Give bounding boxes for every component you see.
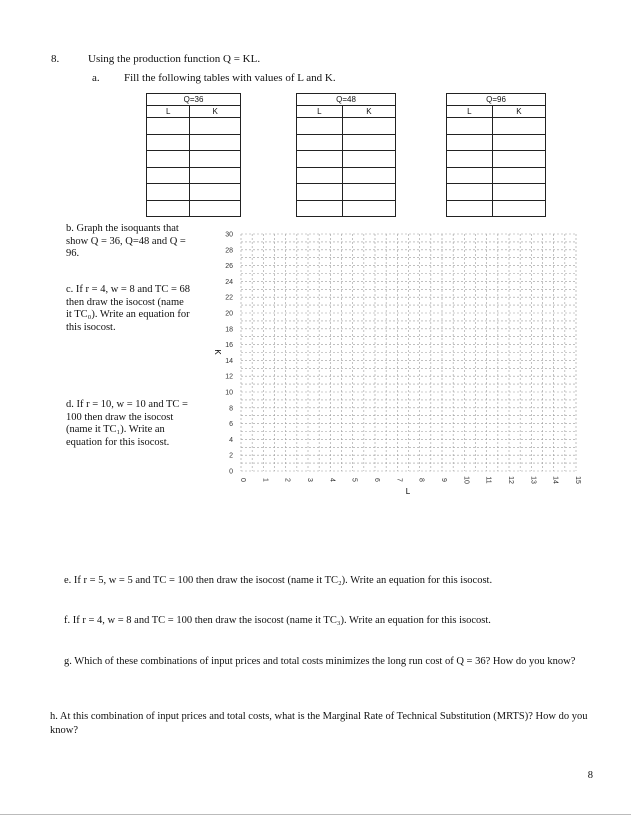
table-cell[interactable] xyxy=(297,134,343,151)
table-cell[interactable] xyxy=(492,184,545,201)
part-e-text: e. If r = 5, w = 5 and TC = 100 then draw the isocost (name it TC₂). Write an equation for this isocost. xyxy=(64,575,493,586)
y-tick-label: 10 xyxy=(225,389,233,397)
y-tick-label: 6 xyxy=(229,421,233,429)
table-cell[interactable] xyxy=(492,167,545,184)
part-g-text: g. Which of these combinations of input prices and total costs minimizes the long run cost of Q = 36? How do you know? xyxy=(64,656,576,667)
part-b-text: b. Graph the isoquants that show Q = 36, Q=48 and Q = 96. xyxy=(66,223,186,259)
y-tick-label: 18 xyxy=(225,326,233,334)
x-tick-label: 12 xyxy=(507,476,514,484)
table-title: Q=96 xyxy=(447,94,546,106)
table-cell[interactable] xyxy=(492,151,545,168)
part-h-text: h. At this combination of input prices and total costs, what is the Marginal Rate of Technical Substitution (MRTS)? How do you know? xyxy=(50,711,588,736)
part-d-text: d. If r = 10, w = 10 and TC = 100 then draw the isocost (name it TC₁). Write an equation for this isocost. xyxy=(66,399,188,448)
table-cell[interactable] xyxy=(342,118,395,135)
question-number: 8. xyxy=(51,53,60,65)
table-cell[interactable] xyxy=(297,184,343,201)
table-cell[interactable] xyxy=(190,167,241,184)
table-cell[interactable] xyxy=(342,134,395,151)
x-tick-label: 10 xyxy=(462,476,470,484)
y-tick-label: 24 xyxy=(225,278,233,286)
table-cell[interactable] xyxy=(342,200,395,217)
x-axis-label: L xyxy=(405,487,411,496)
table-cell[interactable] xyxy=(147,200,190,217)
y-tick-label: 22 xyxy=(225,294,233,302)
table-cell[interactable] xyxy=(342,167,395,184)
table-cell[interactable] xyxy=(190,134,241,151)
x-tick-label: 8 xyxy=(417,478,425,482)
table-cell[interactable] xyxy=(492,134,545,151)
y-tick-label: 12 xyxy=(225,373,233,381)
x-tick-label: 15 xyxy=(574,476,581,484)
table-cell[interactable] xyxy=(190,118,241,135)
x-tick-label: 2 xyxy=(283,478,291,482)
table-cell[interactable] xyxy=(297,118,343,135)
table-q36 xyxy=(146,93,241,217)
table-cell[interactable] xyxy=(342,184,395,201)
y-tick-label: 4 xyxy=(229,436,233,444)
page-bottom-rule xyxy=(0,814,631,815)
x-tick-label: 5 xyxy=(350,478,358,482)
x-tick-label: 1 xyxy=(261,478,269,482)
x-tick-label: 6 xyxy=(373,478,380,482)
column-header-l: L xyxy=(297,106,343,118)
y-tick-label: 2 xyxy=(229,452,233,460)
table-q48 xyxy=(296,93,396,217)
y-tick-labels xyxy=(225,232,233,476)
column-header-k: K xyxy=(190,106,241,118)
table-cell[interactable] xyxy=(492,118,545,135)
graph-grid xyxy=(241,234,576,471)
table-cell[interactable] xyxy=(190,184,241,201)
table-cell[interactable] xyxy=(342,151,395,168)
table-cell[interactable] xyxy=(447,134,493,151)
table-cell[interactable] xyxy=(297,151,343,168)
table-cell[interactable] xyxy=(447,151,493,168)
x-tick-label: 13 xyxy=(529,476,537,484)
isoquant-graph[interactable] xyxy=(196,222,591,500)
y-tick-label: 0 xyxy=(229,468,233,476)
column-header-l: L xyxy=(447,106,493,118)
y-tick-label: 16 xyxy=(225,342,233,350)
column-header-k: K xyxy=(342,106,395,118)
part-c-text: c. If r = 4, w = 8 and TC = 68 then draw the isocost (name it TC₀). Write an equation for this isocost. xyxy=(66,284,191,333)
table-title: Q=36 xyxy=(147,94,241,106)
page-number: 8 xyxy=(587,770,593,781)
x-tick-labels xyxy=(239,476,581,484)
table-cell[interactable] xyxy=(147,184,190,201)
table-cell[interactable] xyxy=(147,151,190,168)
part-f-text: f. If r = 4, w = 8 and TC = 100 then draw the isocost (name it TC₃). Write an equation for this isocost. xyxy=(64,615,491,626)
x-tick-label: 14 xyxy=(551,476,559,484)
table-cell[interactable] xyxy=(447,200,493,217)
x-tick-label: 11 xyxy=(484,476,492,484)
column-header-l: L xyxy=(147,106,190,118)
y-tick-label: 8 xyxy=(229,405,233,413)
y-tick-label: 26 xyxy=(225,263,233,271)
y-tick-label: 30 xyxy=(225,231,233,239)
x-tick-label: 0 xyxy=(239,478,246,482)
table-cell[interactable] xyxy=(447,118,493,135)
x-tick-label: 3 xyxy=(306,478,313,482)
table-cell[interactable] xyxy=(447,184,493,201)
part-a-text: Fill the following tables with values of L and K. xyxy=(124,72,336,84)
x-tick-label: 7 xyxy=(395,478,403,482)
table-cell[interactable] xyxy=(147,118,190,135)
table-cell[interactable] xyxy=(190,151,241,168)
x-tick-label: 4 xyxy=(328,478,336,482)
table-cell[interactable] xyxy=(492,200,545,217)
part-a-label: a. xyxy=(92,72,100,84)
table-cell[interactable] xyxy=(297,200,343,217)
table-cell[interactable] xyxy=(447,167,493,184)
table-cell[interactable] xyxy=(147,167,190,184)
table-cell[interactable] xyxy=(147,134,190,151)
table-title: Q=48 xyxy=(297,94,396,106)
table-cell[interactable] xyxy=(190,200,241,217)
question-text: Using the production function Q = KL. xyxy=(88,53,261,65)
table-q96 xyxy=(446,93,546,217)
y-tick-label: 20 xyxy=(225,310,233,318)
y-tick-label: 28 xyxy=(225,247,233,255)
table-cell[interactable] xyxy=(297,167,343,184)
y-axis-label: K xyxy=(213,349,222,355)
y-tick-label: 14 xyxy=(225,357,233,365)
column-header-k: K xyxy=(492,106,545,118)
x-tick-label: 9 xyxy=(440,478,447,482)
